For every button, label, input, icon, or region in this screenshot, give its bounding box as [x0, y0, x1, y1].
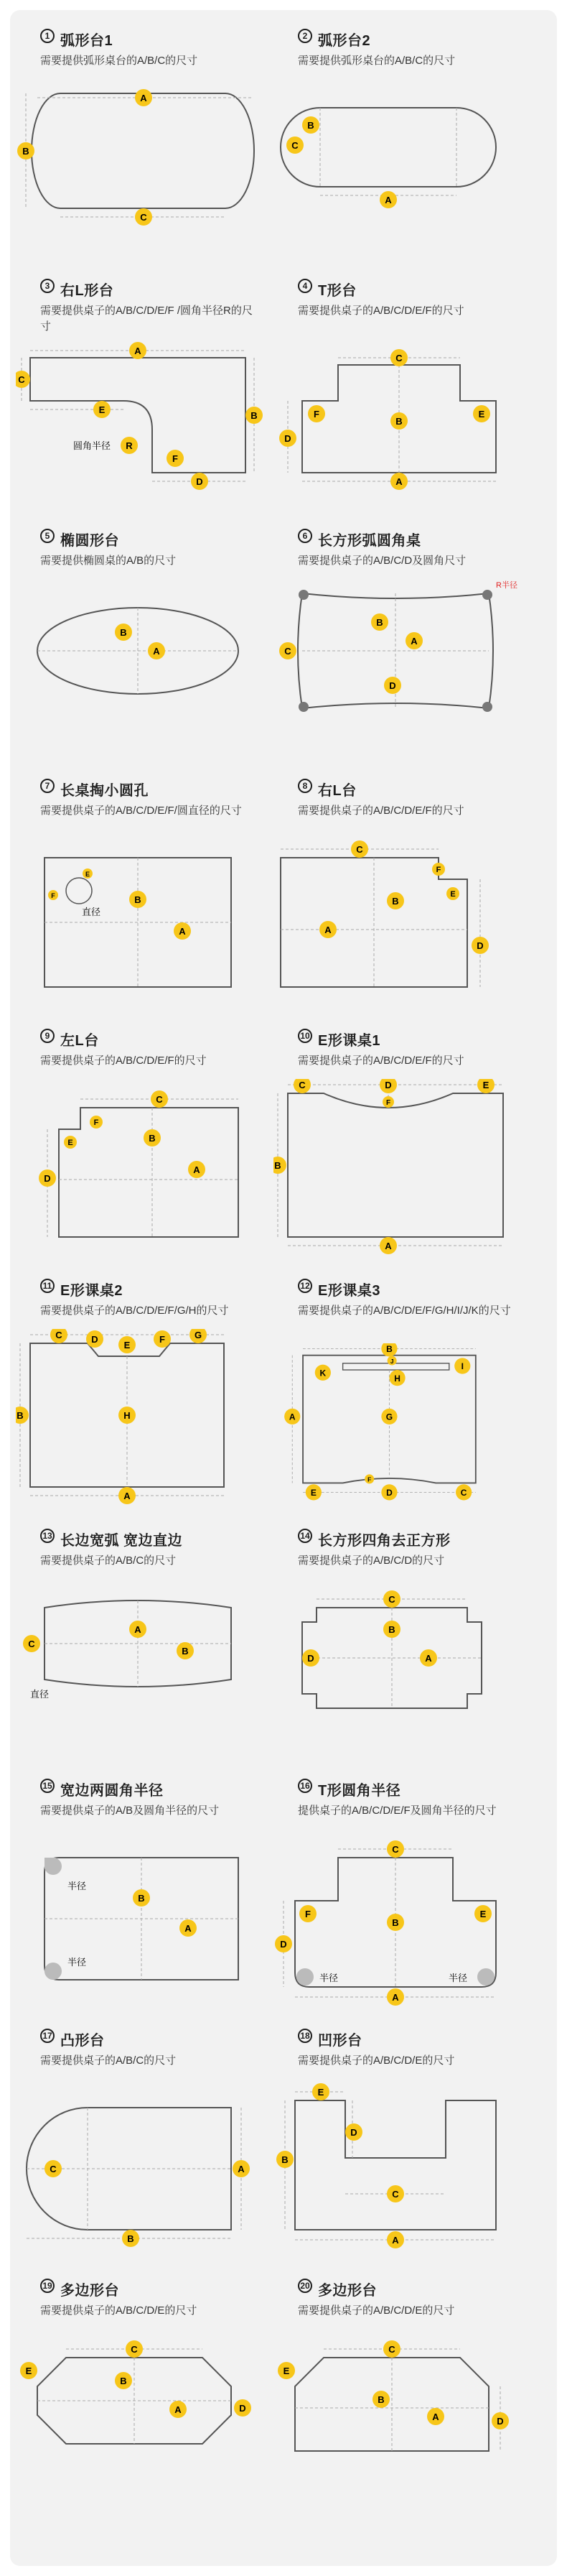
shape-card-4	[273, 279, 531, 529]
item-desc: 需要提供桌子的A/B/C/D/E/F的尺寸	[298, 805, 464, 817]
dimension-label: A	[289, 1412, 296, 1422]
dimension-label: A	[134, 1624, 141, 1635]
shape-diagram	[273, 1579, 531, 1773]
dimension-label: C	[156, 1094, 163, 1105]
dimension-label: D	[239, 2403, 246, 2414]
shape-diagram	[273, 2079, 531, 2273]
item-title: 椭圆形台	[60, 533, 119, 549]
dimension-label: C	[392, 2189, 399, 2200]
item-title: T形台	[318, 283, 357, 299]
item-number: 8	[298, 779, 312, 793]
shape-diagram	[273, 1343, 531, 1523]
shape-card-10	[273, 1029, 531, 1279]
shape-diagram	[273, 79, 531, 273]
dimension-label: A	[392, 2235, 399, 2246]
dimension-label: C	[28, 1639, 35, 1649]
dimension-label: C	[388, 2344, 395, 2355]
item-title: 右L形台	[60, 283, 114, 299]
dimension-label: D	[386, 1488, 393, 1498]
shape-card-6	[273, 529, 531, 779]
item-number: 14	[298, 1529, 312, 1543]
shape-diagram	[16, 1329, 273, 1523]
dimension-label: C	[395, 353, 403, 363]
item-desc: 需要提供桌子的A/B/C的尺寸	[40, 2054, 177, 2067]
shape-diagram	[273, 329, 531, 523]
dimension-label: A	[385, 195, 392, 205]
dimension-label: B	[392, 1917, 399, 1928]
item-title: 长方形弧圆角桌	[318, 533, 421, 549]
shape-diagram	[16, 1079, 273, 1273]
dimension-label: E	[482, 1080, 489, 1090]
dimension-label: F	[367, 1475, 372, 1483]
dimension-label: A	[324, 925, 332, 935]
dimension-label: A	[395, 476, 403, 487]
dimension-label: 直径	[30, 1689, 50, 1700]
item-number: 9	[40, 1029, 55, 1043]
dimension-label: 半径	[67, 1957, 87, 1968]
label-c: C	[140, 212, 147, 223]
dimension-label: C	[50, 2164, 57, 2174]
dimension-label: F	[172, 453, 178, 464]
dimension-label: A	[392, 1992, 399, 2003]
shape-diagram	[16, 1579, 273, 1773]
dimension-label: C	[392, 1844, 399, 1855]
shape-card-19	[16, 2279, 273, 2529]
shape-card-14	[273, 1529, 531, 1779]
table-shape-grid	[16, 29, 531, 2529]
shape-card-11	[16, 1279, 273, 1529]
dimension-label: B	[307, 120, 314, 131]
item-number: 18	[298, 2029, 312, 2043]
dimension-label: H	[123, 1410, 131, 1421]
item-desc: 需要提供桌子的A/B/C/D/E/F的尺寸	[298, 1055, 464, 1067]
dimension-label: E	[450, 890, 456, 899]
dimension-label: C	[356, 844, 363, 855]
shape-diagram	[16, 829, 273, 1023]
dimension-label: R	[126, 440, 133, 451]
dimension-label: A	[385, 1241, 392, 1251]
dimension-label: D	[497, 2416, 504, 2427]
dimension-label: 半径	[67, 1881, 87, 1891]
dimension-label: C	[131, 2344, 138, 2355]
dimension-label: D	[385, 1080, 392, 1090]
item-title: 弧形台1	[60, 33, 113, 49]
item-desc: 需要提供椭圆桌的A/B的尺寸	[40, 555, 177, 567]
item-number: 19	[40, 2279, 55, 2293]
dimension-label: D	[350, 2127, 357, 2138]
dimension-label: C	[460, 1488, 467, 1498]
dimension-label: C	[55, 1330, 62, 1340]
dimension-label: E	[98, 404, 106, 415]
dimension-label: A	[174, 2404, 182, 2415]
item-title: 长桌掏小圆孔	[60, 783, 149, 799]
dimension-label: B	[376, 617, 383, 628]
dimension-label: F	[93, 1118, 99, 1127]
dimension-label: I	[461, 1361, 464, 1372]
dimension-label: F	[314, 409, 319, 420]
item-number: 12	[298, 1279, 312, 1293]
shape-diagram	[273, 579, 531, 773]
item-desc: 需要提供桌子的A/B/C/D/E的尺寸	[40, 2304, 197, 2317]
item-desc: 需要提供桌子的A/B/C的尺寸	[40, 1555, 177, 1567]
dimension-label: D	[91, 1334, 98, 1345]
item-desc: 需要提供桌子的A/B/C/D及圆角尺寸	[298, 555, 467, 567]
item-number: 6	[298, 529, 312, 543]
dimension-label: B	[120, 2376, 127, 2386]
shape-card-18	[273, 2029, 531, 2279]
dimension-label: H	[394, 1373, 400, 1384]
dimension-label: D	[280, 1939, 287, 1950]
dimension-label: D	[44, 1173, 51, 1184]
dimension-label: A	[193, 1164, 200, 1175]
dimension-label: E	[479, 1909, 487, 1919]
dimension-label: E	[67, 1139, 73, 1147]
dimension-label: G	[385, 1412, 393, 1422]
shape-card-1	[16, 29, 273, 279]
shape-card-13	[16, 1529, 273, 1779]
item-number: 13	[40, 1529, 55, 1543]
item-title: 右L台	[318, 783, 357, 799]
dimension-label: A	[411, 636, 418, 647]
item-desc: 需要提供弧形桌台的A/B/C的尺寸	[298, 55, 456, 67]
label-a: A	[140, 93, 147, 103]
item-desc: 需要提供桌子的A/B/C/D的尺寸	[298, 1555, 445, 1567]
dimension-label: R半径	[496, 581, 517, 590]
item-desc: 需要提供弧形桌台的A/B/C的尺寸	[40, 55, 198, 67]
dimension-label: 半径	[319, 1973, 339, 1983]
dimension-label: B	[378, 2394, 385, 2405]
dimension-label: G	[194, 1330, 202, 1340]
dimension-label: C	[388, 1594, 395, 1605]
shape-card-20	[273, 2279, 531, 2529]
shape-diagram	[16, 579, 273, 773]
dimension-label: B	[386, 1344, 393, 1355]
dimension-label: B	[388, 1624, 395, 1635]
dimension-label: F	[436, 866, 441, 874]
shape-diagram	[16, 2079, 273, 2273]
item-number: 20	[298, 2279, 312, 2293]
dimension-label: B	[127, 2233, 134, 2244]
dimension-label: A	[238, 2164, 245, 2174]
item-title: E形课桌2	[60, 1283, 123, 1299]
dimension-label: B	[392, 896, 399, 907]
dimension-label: F	[51, 892, 55, 899]
dimension-label: 直径	[82, 907, 101, 917]
dimension-label: C	[18, 374, 25, 385]
item-title: T形圆角半径	[318, 1783, 401, 1799]
item-title: 长方形四角去正方形	[318, 1533, 451, 1549]
shape-card-8	[273, 779, 531, 1029]
dimension-label: B	[17, 1410, 24, 1421]
shape-diagram	[16, 2329, 273, 2523]
shape-card-15	[16, 1779, 273, 2029]
dimension-label: E	[317, 2087, 324, 2098]
dimension-label: B	[149, 1133, 156, 1144]
shape-diagram	[273, 1079, 531, 1273]
shape-card-2	[273, 29, 531, 279]
item-desc: 需要提供桌子的A/B/C/D/E/F /圆角半径R的尺寸	[40, 305, 253, 333]
dimension-label: E	[310, 1488, 317, 1498]
item-desc: 需要提供桌子的A/B/C/D/E/F的尺寸	[40, 1055, 207, 1067]
item-title: 左L台	[60, 1033, 99, 1049]
item-number: 3	[40, 279, 55, 293]
dimension-label: D	[284, 433, 291, 444]
shape-card-5	[16, 529, 273, 779]
dimension-label: A	[134, 346, 141, 356]
dimension-label: A	[123, 1491, 131, 1501]
dimension-label: C	[284, 646, 291, 657]
dimension-label: B	[120, 627, 127, 638]
dimension-label: 半径	[449, 1973, 468, 1983]
dimension-label: A	[432, 2411, 439, 2422]
dimension-label: F	[305, 1909, 311, 1919]
item-title: E形课桌3	[318, 1283, 380, 1299]
dimension-label: F	[385, 1099, 391, 1107]
item-title: E形课桌1	[318, 1033, 380, 1049]
shape-diagram	[16, 329, 273, 523]
dimension-label: D	[389, 680, 396, 691]
item-title: 凹形台	[318, 2033, 362, 2049]
item-desc: 需要提供桌子的A/B/C/D/E/F的尺寸	[298, 305, 464, 317]
item-title: 多边形台	[60, 2283, 119, 2299]
dimension-label: E	[25, 2366, 32, 2376]
shape-card-16	[273, 1779, 531, 2029]
shape-card-17	[16, 2029, 273, 2279]
dimension-label: E	[283, 2366, 290, 2376]
dimension-label: B	[138, 1893, 145, 1904]
shape-card-12	[273, 1279, 531, 1529]
dimension-label: F	[159, 1334, 165, 1345]
dimension-label: B	[395, 416, 403, 427]
dimension-label: K	[319, 1368, 327, 1379]
item-desc: 需要提供桌子的A/B/C/D/E/F/圆直径的尺寸	[40, 805, 242, 817]
item-title: 凸形台	[60, 2033, 105, 2049]
dimension-label: B	[134, 894, 141, 905]
item-desc: 需要提供桌子的A/B/C/D/E/F/G/H的尺寸	[40, 1305, 229, 1317]
dimension-label: E	[478, 409, 485, 420]
dimension-label: D	[307, 1653, 314, 1664]
dimension-label: C	[299, 1080, 306, 1090]
item-title: 长边宽弧 宽边直边	[60, 1533, 183, 1549]
item-desc: 需要提供桌子的A/B/C/D/E/F/G/H/I/J/K的尺寸	[298, 1305, 511, 1317]
item-number: 10	[298, 1029, 312, 1043]
item-number: 5	[40, 529, 55, 543]
item-desc: 需要提供桌子的A/B/C/D/E的尺寸	[298, 2054, 455, 2067]
item-title: 多边形台	[318, 2283, 377, 2299]
dimension-label: B	[281, 2154, 289, 2165]
shape-diagram	[16, 1829, 273, 2023]
dimension-label: A	[179, 926, 186, 937]
shape-diagram	[273, 1829, 531, 2023]
dimension-label: C	[291, 140, 299, 151]
dimension-label: B	[274, 1160, 281, 1171]
dimension-label: D	[196, 476, 203, 487]
shape-diagram	[273, 2329, 531, 2523]
shape-card-7	[16, 779, 273, 1029]
item-number: 4	[298, 279, 312, 293]
dimension-label: 圆角半径	[73, 440, 111, 451]
dimension-label: J	[390, 1357, 394, 1365]
dimension-label: A	[153, 646, 160, 657]
dimension-label: A	[184, 1923, 192, 1934]
item-title: 弧形台2	[318, 33, 371, 49]
item-number: 11	[40, 1279, 55, 1293]
item-desc: 需要提供桌子的A/B/C/D/E的尺寸	[298, 2304, 455, 2317]
item-title: 宽边两圆角半径	[60, 1783, 164, 1799]
label-b: B	[22, 146, 29, 157]
dimension-label: B	[250, 410, 258, 421]
shape-diagram	[16, 79, 273, 273]
item-desc: 提供桌子的A/B/C/D/E/F及圆角半径的尺寸	[298, 1804, 497, 1817]
item-number: 15	[40, 1779, 55, 1793]
shape-card-3	[16, 279, 273, 529]
dimension-label: E	[85, 871, 90, 878]
shape-card-9	[16, 1029, 273, 1279]
dimension-label: D	[477, 940, 484, 951]
item-number: 1	[40, 29, 55, 43]
dimension-label: B	[182, 1646, 189, 1657]
item-number: 17	[40, 2029, 55, 2043]
item-number: 7	[40, 779, 55, 793]
item-desc: 需要提供桌子的A/B及圆角半径的尺寸	[40, 1804, 220, 1817]
item-number: 16	[298, 1779, 312, 1793]
dimension-label: A	[425, 1653, 432, 1664]
item-number: 2	[298, 29, 312, 43]
dimension-label: E	[123, 1340, 131, 1350]
shape-diagram	[273, 829, 531, 1023]
